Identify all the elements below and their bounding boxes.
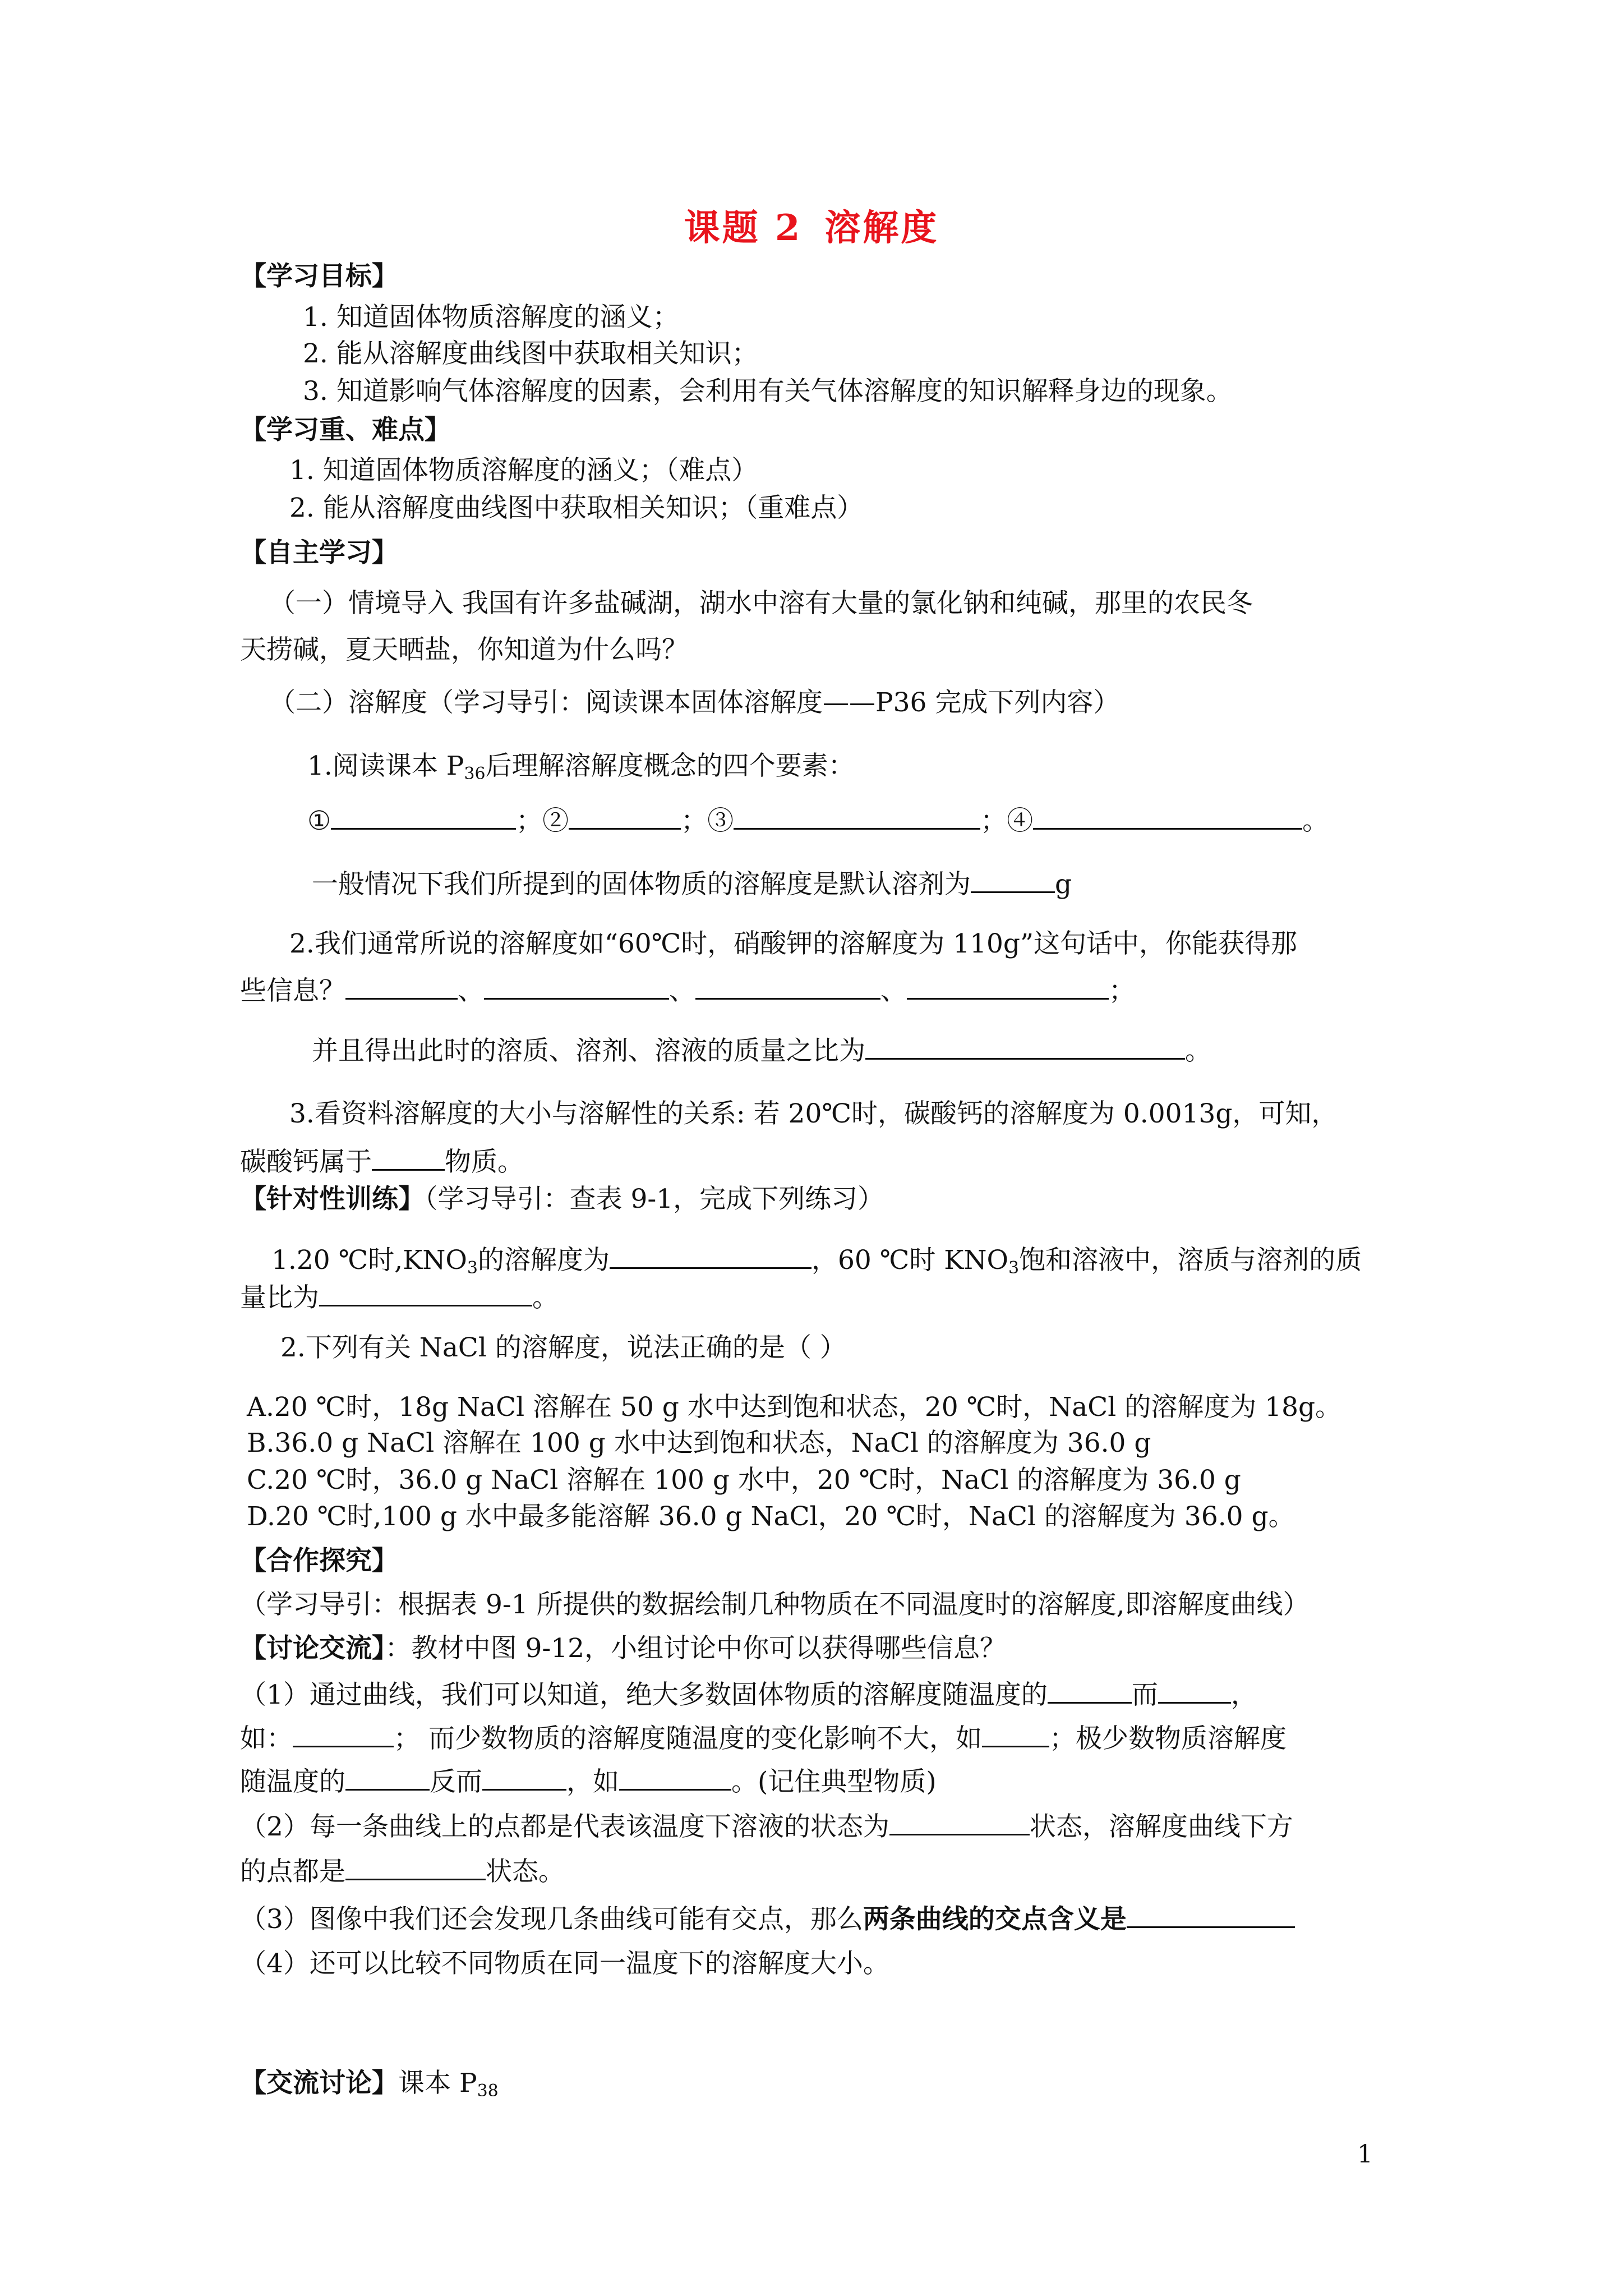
option-a: A.20 ℃时，18g NaCl 溶解在 50 g 水中达到饱和状态，20 ℃时，NaCl 的溶解度为 18g。: [247, 1392, 1342, 1423]
intro-line: （一）情境导入 我国有许多盐碱湖，湖水中溶有大量的氯化钠和纯碱，那里的农民冬: [269, 588, 1253, 619]
objective-item: 1. 知道固体物质溶解度的涵义；: [303, 302, 679, 333]
point-1-line2: 如： ； 而少数物质的溶解度随温度的变化影响不大，如 ；极少数物质溶解度: [240, 1721, 1287, 1756]
blank-field[interactable]: [889, 1809, 1030, 1835]
training-heading-line: 【针对性训练】（学习导引：查表 9-1，完成下列练习）: [240, 1184, 884, 1214]
question-3: 3.看资料溶解度的大小与溶解性的关系: 若 20℃时，碳酸钙的溶解度为 0.0013g，可知，: [289, 1098, 1338, 1129]
blank-field[interactable]: [331, 803, 516, 830]
blank-field[interactable]: [569, 803, 681, 830]
question-2-blanks: 些信息？ 、 、 、 ；: [240, 973, 1135, 1009]
training-question-2: 2.下列有关 NaCl 的溶解度，说法正确的是（ ）: [280, 1332, 846, 1363]
blank-field[interactable]: [1033, 803, 1302, 830]
point-2-line2: 的点都是 状态。: [240, 1854, 565, 1889]
section-solubility: （二）溶解度（学习导引：阅读课本固体溶解度——P36 完成下列内容）: [269, 687, 1120, 718]
objective-item: 2. 能从溶解度曲线图中获取相关知识；: [303, 338, 758, 369]
blank-field[interactable]: [865, 1033, 1185, 1060]
blank-field[interactable]: [982, 1721, 1049, 1747]
option-c: C.20 ℃时，36.0 g NaCl 溶解在 100 g 水中，20 ℃时，NaCl 的溶解度为 36.0 g: [247, 1465, 1241, 1496]
discussion-line: 【讨论交流】：教材中图 9-12，小组讨论中你可以获得哪些信息？: [240, 1633, 1007, 1664]
question-2: 2.我们通常所说的溶解度如“60℃时，硝酸钾的溶解度为 110g”这句话中，你能获得那: [289, 928, 1298, 959]
blank-field[interactable]: [319, 1280, 532, 1306]
key-points-heading: 【学习重、难点】: [240, 415, 451, 445]
point-2-line1: （2）每一条曲线上的点都是代表该温度下溶液的状态为 状态，溶解度曲线下方: [240, 1809, 1293, 1844]
title-number: 课题 2: [684, 207, 803, 249]
objective-item: 3. 知道影响气体溶解度的因素，会利用有关气体溶解度的知识解释身边的现象。: [303, 376, 1233, 407]
exchange-line: 【交流讨论】课本 $P_{38}$: [240, 2068, 499, 2101]
four-elements-blanks: ① ；② ；③ ；④ 。: [307, 803, 1329, 839]
blank-field[interactable]: [1127, 1902, 1295, 1928]
point-1-line3: 随温度的 反而 ，如 。(记住典型物质): [240, 1764, 937, 1800]
point-4: （4）还可以比较不同物质在同一温度下的溶解度大小。: [240, 1948, 889, 1979]
blank-field[interactable]: [619, 1764, 731, 1791]
blank-field[interactable]: [345, 973, 458, 1000]
page-title: [0, 199, 1623, 251]
intro-line: 天捞碱，夏天晒盐，你知道为什么吗？: [240, 634, 688, 665]
question-3-blank: 碳酸钙属于 物质。: [240, 1144, 524, 1180]
blank-field[interactable]: [372, 1144, 445, 1171]
point-3: （3）图像中我们还会发现几条曲线可能有交点，那么两条曲线的交点含义是: [240, 1902, 1295, 1937]
default-solvent-line: 一般情况下我们所提到的固体物质的溶解度是默认溶剂为 g: [312, 867, 1072, 902]
training-question-1-line2: 量比为 。: [240, 1280, 559, 1315]
blank-field[interactable]: [695, 973, 880, 1000]
page-number: 1: [1357, 2140, 1373, 2169]
blank-field[interactable]: [293, 1721, 394, 1747]
option-b: B.36.0 g NaCl 溶解在 100 g 水中达到饱和状态，NaCl 的溶解度为 36.0 g: [247, 1428, 1151, 1458]
cooperation-guide: （学习导引：根据表 9-1 所提供的数据绘制几种物质在不同温度时的溶解度,即溶解度曲线）: [240, 1589, 1310, 1620]
blank-field[interactable]: [345, 1854, 486, 1880]
training-question-1: 1.20 ℃时$,KNO_3$的溶解度为 ，60 ℃时 $KNO_3$饱和溶液中，溶质与溶剂的质: [271, 1243, 1362, 1286]
blank-field[interactable]: [1158, 1677, 1231, 1704]
question-1: 1.阅读课本 $P_{36}$后理解溶解度概念的四个要素：: [307, 751, 855, 784]
self-study-heading: 【自主学习】: [240, 537, 398, 568]
key-point-item: 1. 知道固体物质溶解度的涵义；（难点）: [289, 455, 758, 486]
cooperation-heading: 【合作探究】: [240, 1545, 398, 1576]
option-d: D.20 ℃时,100 g 水中最多能溶解 36.0 g NaCl，20 ℃时，NaCl 的溶解度为 36.0 g。: [247, 1501, 1295, 1532]
mass-ratio-line: 并且得出此时的溶质、溶剂、溶液的质量之比为 。: [312, 1033, 1211, 1069]
title-name: 溶解度: [824, 207, 939, 249]
blank-field[interactable]: [484, 973, 669, 1000]
key-point-item: 2. 能从溶解度曲线图中获取相关知识；（重难点）: [289, 493, 864, 523]
objectives-heading: 【学习目标】: [240, 261, 398, 292]
blank-field[interactable]: [345, 1764, 430, 1791]
point-1-line1: （1）通过曲线，我们可以知道，绝大多数固体物质的溶解度随温度的 而 ，: [240, 1677, 1257, 1713]
blank-field[interactable]: [482, 1764, 566, 1791]
blank-field[interactable]: [734, 803, 980, 830]
blank-field[interactable]: [610, 1243, 811, 1269]
blank-field[interactable]: [1048, 1677, 1132, 1704]
blank-field[interactable]: [971, 867, 1055, 893]
blank-field[interactable]: [907, 973, 1109, 1000]
